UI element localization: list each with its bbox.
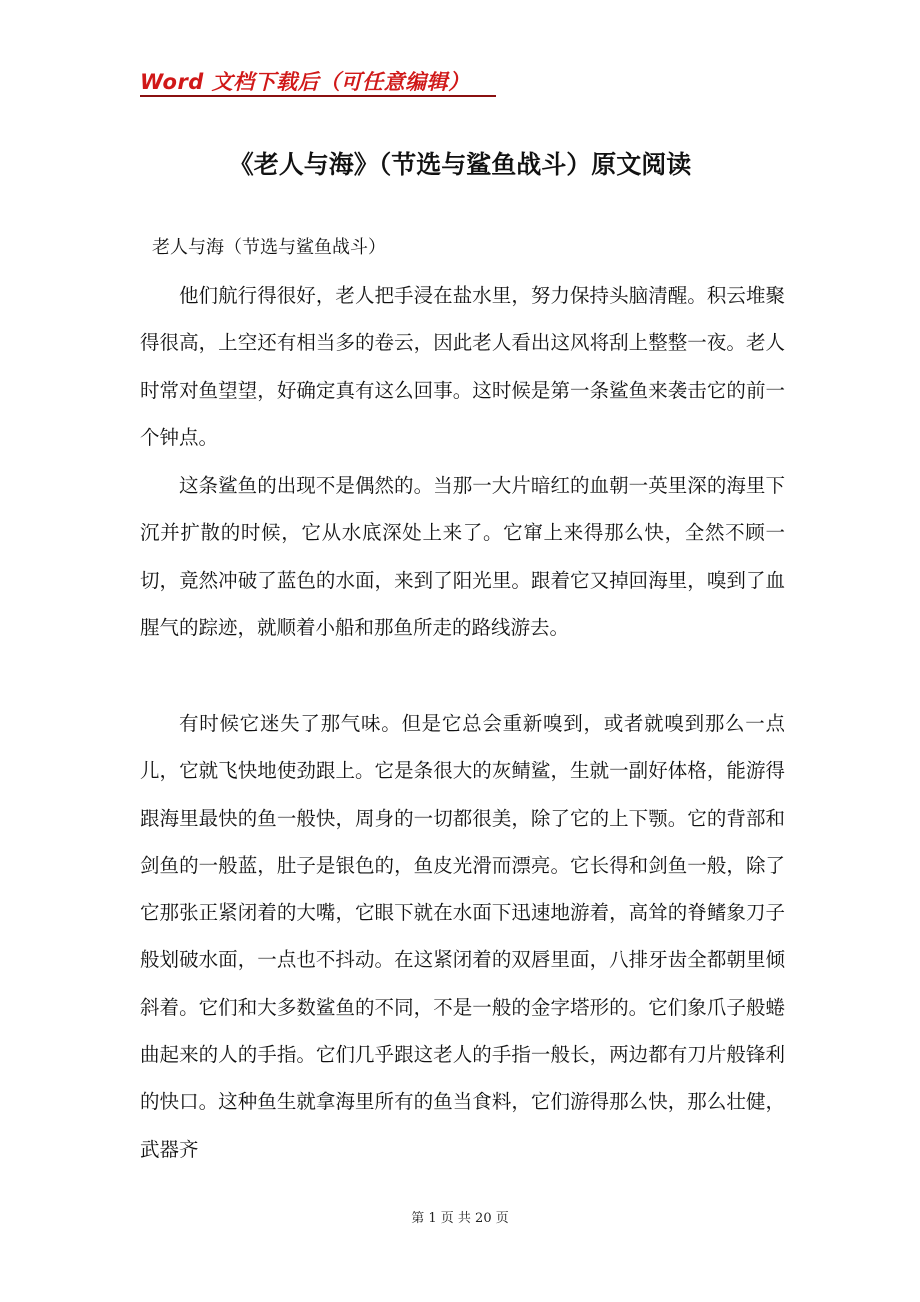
body-paragraph-1: 他们航行得很好，老人把手浸在盐水里，努力保持头脑清醒。积云堆聚得很高，上空还有相当多的卷云，因此老人看出这风将刮上整整一夜。老人时常对鱼望望，好确定真有这么回事。这时候是第一条鲨鱼来袭击它的前一个钟点。	[140, 284, 785, 449]
header-banner-text: Word 文档下载后（可任意编辑）	[140, 70, 470, 94]
page-footer	[0, 1207, 920, 1226]
body-paragraph-3: 有时候它迷失了那气味。但是它总会重新嗅到，或者就嗅到那么一点儿，它就飞快地使劲跟上。它是条很大的灰鲭鲨，生就一副好体格，能游得跟海里最快的鱼一般快，周身的一切都很美，除了它的上下颚。它的背部和剑鱼的一般蓝，肚子是银色的，鱼皮光滑而漂亮。它长得和剑鱼一般，除了它那张正紧闭着的大嘴，它眼下就在水面下迅速地游着，高耸的脊鳍象刀子般划破水面，一点也不抖动。在这紧闭着的双唇里面，八排牙齿全都朝里倾斜着。它们和大多数鲨鱼的不同，不是一般的金字塔形的。它们象爪子般蜷曲起来的人的手指。它们几乎跟这老人的手指一般长，两边都有刀片般锋利的快口。这种鱼生就拿海里所有的鱼当食料，它们游得那么快，那么壮健，武器齐	[140, 712, 785, 1161]
document-subtitle: 老人与海（节选与鲨鱼战斗）	[152, 237, 386, 258]
page-number-label: 第 1 页 共 20 页	[411, 1211, 509, 1226]
page-header	[140, 64, 496, 98]
body-paragraph-2: 这条鲨鱼的出现不是偶然的。当那一大片暗红的血朝一英里深的海里下沉并扩散的时候，它从水底深处上来了。它窜上来得那么快，全然不顾一切，竟然冲破了蓝色的水面，来到了阳光里。跟着它又掉回海里，嗅到了血腥气的踪迹，就顺着小船和那鱼所走的路线游去。	[140, 474, 785, 639]
document-title: 《老人与海》（节选与鲨鱼战斗）原文阅读	[228, 150, 692, 179]
header-underline	[140, 95, 496, 97]
